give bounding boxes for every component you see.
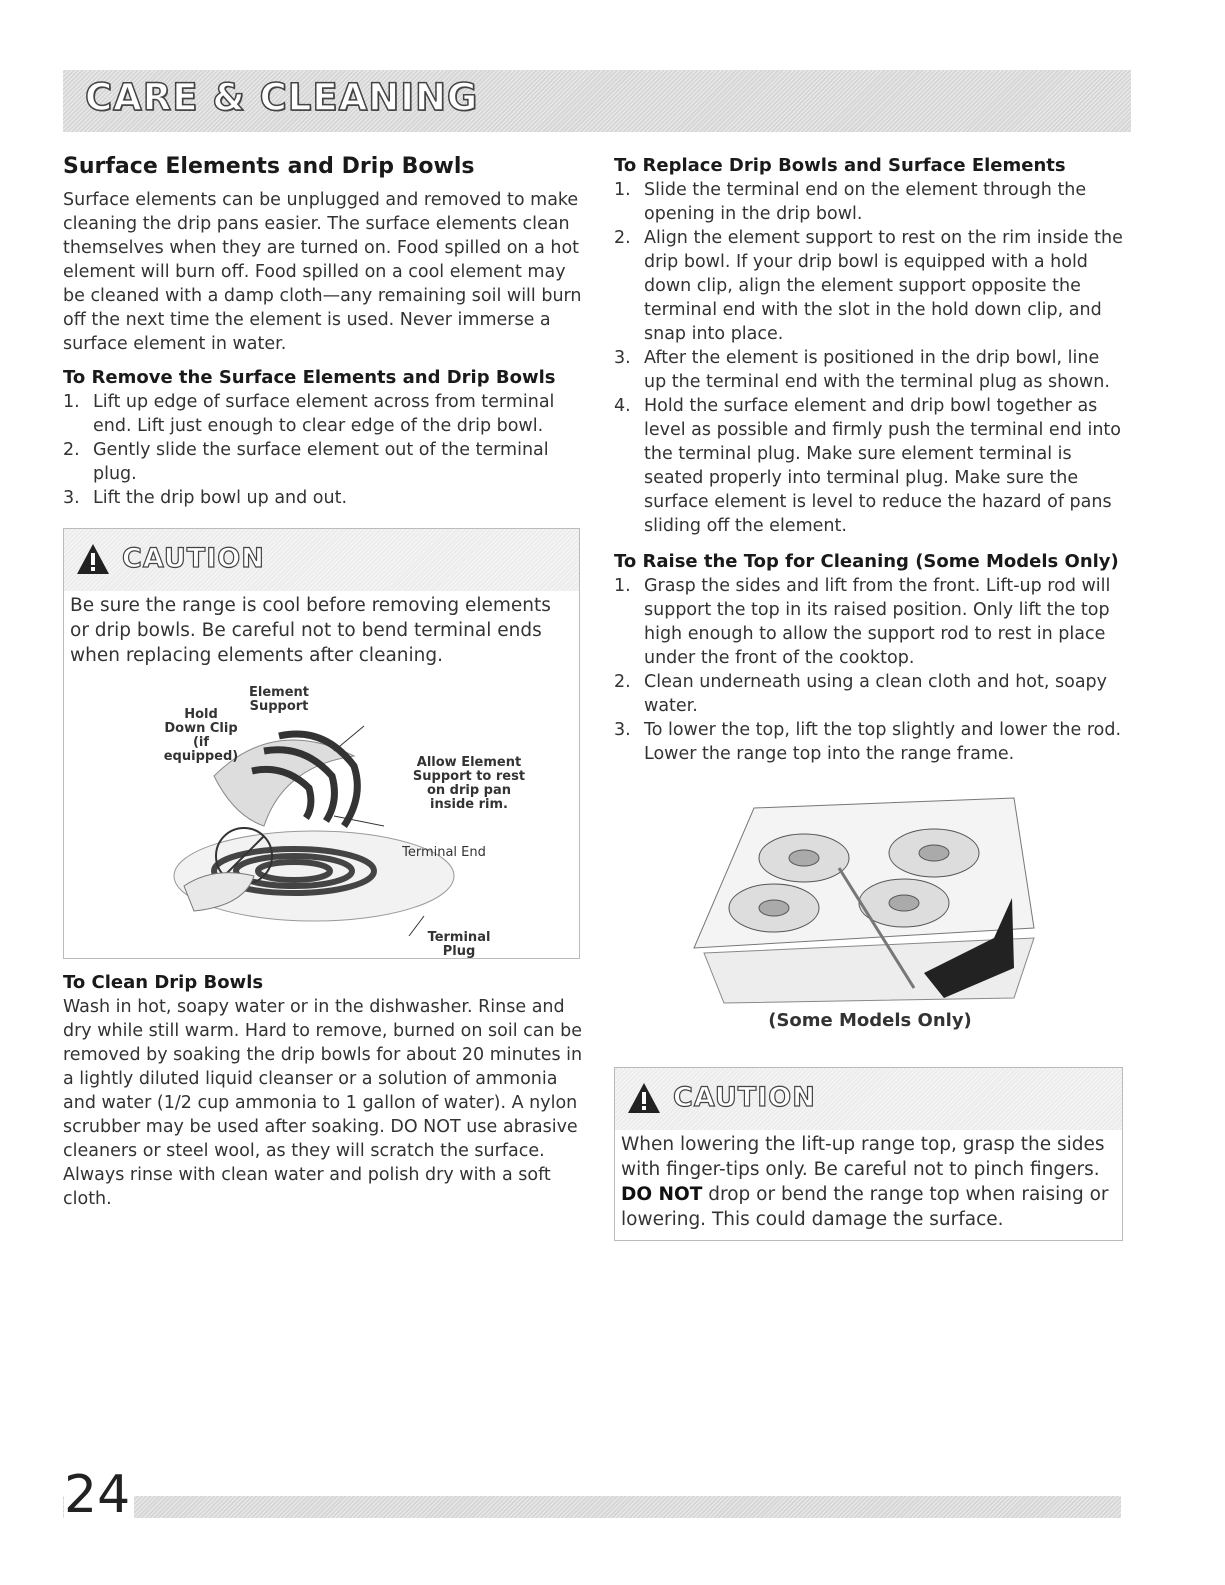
caution-header — [64, 529, 579, 591]
replace-title: To Replace Drip Bowls and Surface Elements — [614, 155, 1066, 176]
do-not-emphasis: DO NOT — [621, 1184, 703, 1205]
list-item: 1. Grasp the sides and lift from the front. Lift-up rod will support the top in its raised position. Only lift the top high enough to allow the support rod to rest in place under the front of the cooktop. — [614, 576, 1111, 668]
cooktop-illustration — [614, 778, 1126, 1008]
clean-paragraph: Wash in hot, soapy water or in the dishwasher. Rinse and dry while still warm. Hard to remove, burned on soil can be removed by soaking the drip bowls for about 20 minutes in a lightly diluted liquid cleanser or a solution of ammonia and water (1/2 cup ammonia to 1 gallon of water). A nylon scrubber may be used after soaking. DO NOT use abrasive cleaners or steel wool, as they will scratch the surface. Always rinse with clean water and polish dry with a soft cloth. — [63, 997, 583, 1209]
allow-element-label: Allow Element Support to rest on drip pan inside rim. — [412, 755, 526, 812]
remove-steps — [63, 390, 583, 510]
footer-band — [63, 1496, 1121, 1518]
caution-box-right — [614, 1067, 1123, 1241]
replace-steps — [614, 178, 1126, 538]
element-support-label: Element Support — [249, 685, 309, 714]
caution-text: When lowering the lift-up range top, grasp the sides with finger-tips only. Be careful not to pinch fingers. DO NOT drop or bend the range top when raising or lowering. This could damage the surface. — [621, 1134, 1109, 1230]
list-item: 4. Hold the surface element and drip bowl together as level as possible and firmly push the terminal end into the terminal plug. Make sure element terminal is seated properly into terminal plug. Make sure the surface element is level to reduce the hazard of pans sliding off the element. — [614, 396, 1121, 536]
header-band — [63, 70, 1131, 132]
warning-icon — [627, 1082, 661, 1114]
figure-caption: (Some Models Only) — [768, 1010, 972, 1031]
caution-text: Be sure the range is cool before removing elements or drip bowls. Be careful not to bend terminal ends when replacing elements after cleaning. — [70, 595, 551, 666]
caution-heading: CAUTION — [673, 1082, 816, 1113]
list-item: 1. Slide the terminal end on the element through the opening in the drip bowl. — [614, 180, 1087, 224]
cooktop-figure — [614, 778, 1126, 1008]
page-number: 24 — [64, 1469, 134, 1521]
list-item: 2. Align the element support to rest on the rim inside the drip bowl. If your drip bowl is equipped with a hold down clip, align the element support opposite the terminal end with the slot in the hold down clip, and snap into place. — [614, 228, 1123, 344]
raise-title: To Raise the Top for Cleaning (Some Models Only) — [614, 551, 1119, 572]
hold-down-clip-label: Hold Down Clip (if equipped) — [163, 707, 239, 764]
list-item: 2. Clean underneath using a clean cloth and hot, soapy water. — [614, 672, 1108, 716]
terminal-plug-label: Terminal Plug — [427, 930, 491, 959]
list-item: 3. To lower the top, lift the top slightly and lower the rod. Lower the range top into the range frame. — [614, 720, 1122, 764]
caution-header — [615, 1068, 1122, 1130]
element-figure — [64, 676, 579, 958]
intro-paragraph: Surface elements can be unplugged and removed to make cleaning the drip pans easier. The surface elements clean themselves when they are turned on. Food spilled on a hot element will burn off. Food spilled on a cool element may be cleaned with a damp cloth—any remaining soil will burn off the next time the element is used. Never immerse a surface element in water. — [63, 190, 582, 354]
caution-box — [63, 528, 580, 959]
raise-steps — [614, 574, 1126, 766]
right-column — [614, 154, 1126, 1241]
clean-title: To Clean Drip Bowls — [63, 972, 264, 993]
remove-title: To Remove the Surface Elements and Drip Bowls — [63, 367, 556, 388]
left-column — [63, 152, 583, 1211]
section-title: Surface Elements and Drip Bowls — [63, 154, 475, 179]
list-item: 1. Lift up edge of surface element across from terminal end. Lift just enough to clear edge of the drip bowl. — [63, 392, 555, 436]
element-illustration — [64, 676, 577, 958]
list-item: 3. Lift the drip bowl up and out. — [63, 488, 348, 508]
warning-icon — [76, 543, 110, 575]
list-item: 2. Gently slide the surface element out of the terminal plug. — [63, 440, 549, 484]
caution-heading: CAUTION — [122, 543, 265, 574]
page-title: CARE & CLEANING — [85, 76, 479, 119]
list-item: 3. After the element is positioned in the drip bowl, line up the terminal end with the terminal plug as shown. — [614, 348, 1110, 392]
terminal-end-label: Terminal End — [402, 845, 486, 860]
